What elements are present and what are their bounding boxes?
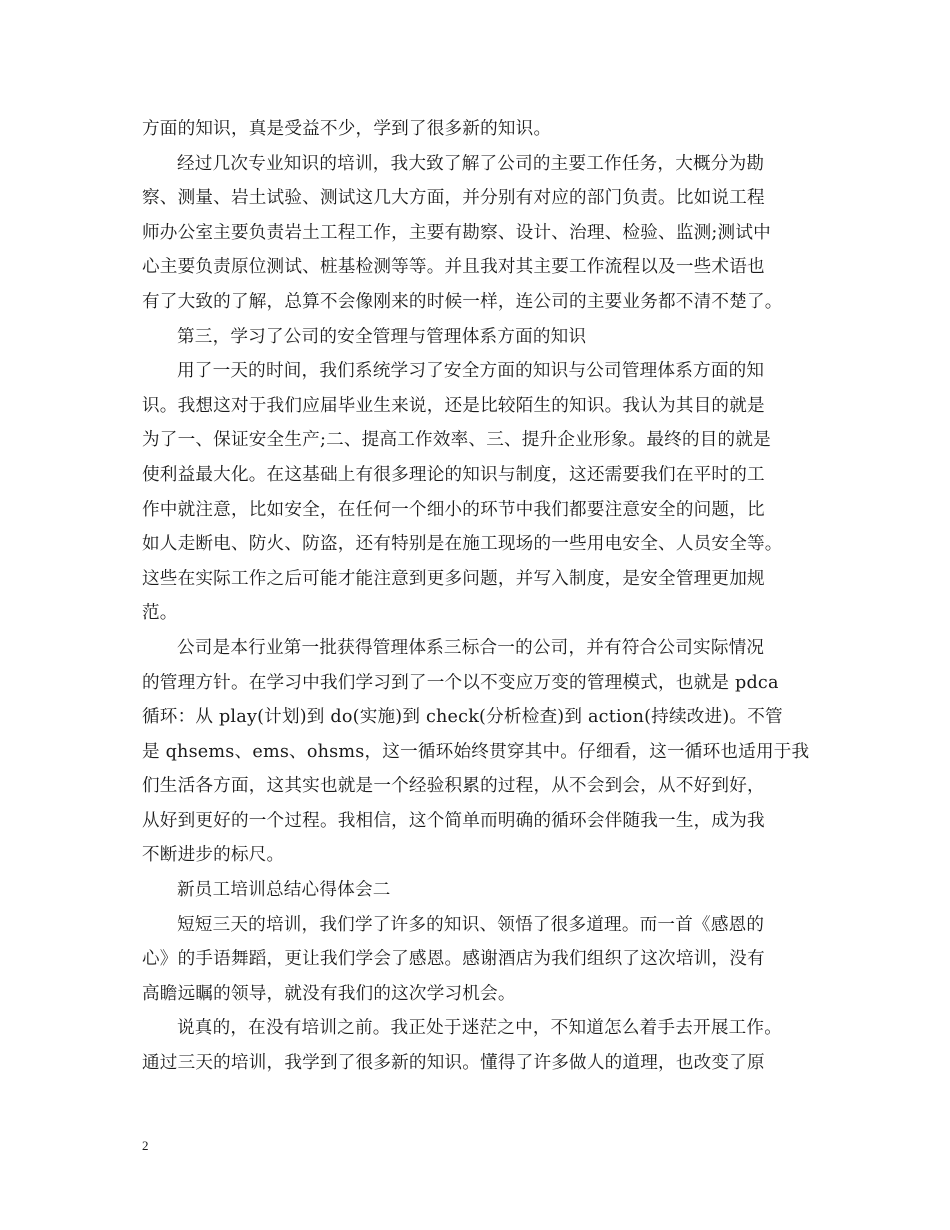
text-line: 作中就注意，比如安全，在任何一个细小的环节中我们都要注意安全的问题，比 [142, 499, 765, 520]
text-line: 高瞻远瞩的领导，就没有我们的这次学习机会。 [142, 983, 516, 1004]
text-line: 公司是本行业第一批获得管理体系三标合一的公司，并有符合公司实际情况 [177, 637, 765, 658]
text-line: 为了一、保证安全生产;二、提高工作效率、三、提升企业形象。最终的目的就是 [142, 430, 771, 451]
text-line: 通过三天的培训，我学到了很多新的知识。懂得了许多做人的道理，也改变了原 [142, 1053, 765, 1074]
text-line: 识。我想这对于我们应届毕业生来说，还是比较陌生的知识。我认为其目的就是 [142, 395, 765, 416]
text-line: 如人走断电、防火、防盗，还有特别是在施工现场的一些用电安全、人员安全等。 [142, 534, 783, 555]
text-line: 们生活各方面，这其实也就是一个经验积累的过程，从不会到会，从不好到好， [142, 776, 765, 797]
text-line: 说真的，在没有培训之前。我正处于迷茫之中，不知道怎么着手去开展工作。 [177, 1018, 782, 1039]
text-line: 有了大致的了解，总算不会像刚来的时候一样，连公司的主要业务都不清不楚了。 [142, 291, 783, 312]
text-line: 心主要负责原位测试、桩基检测等等。并且我对其主要工作流程以及一些术语也 [142, 257, 765, 278]
text-line: 短短三天的培训，我们学了许多的知识、领悟了很多道理。而一首《感恩的 [177, 914, 765, 935]
text-line: 方面的知识，真是受益不少，学到了很多新的知识。 [142, 119, 552, 139]
text-line: 范。 [142, 603, 178, 624]
text-line: 察、测量、岩土试验、测试这几大方面，并分别有对应的部门负责。比如说工程 [142, 188, 765, 209]
text-line: 用了一天的时间，我们系统学习了安全方面的知识与公司管理体系方面的知 [177, 361, 765, 382]
page-number: 2 [142, 1138, 149, 1153]
text-line: 从好到更好的一个过程。我相信，这个简单而明确的循环会伴随我一生，成为我 [142, 810, 765, 831]
text-line: 心》的手语舞蹈，更让我们学会了感恩。感谢酒店为我们组织了这次培训，没有 [142, 949, 765, 970]
text-line: 师办公室主要负责岩土工程工作，主要有勘察、设计、治理、检验、监测;测试中 [142, 222, 771, 243]
text-line: 经过几次专业知识的培训，我大致了解了公司的主要工作任务，大概分为勘 [177, 153, 765, 174]
text-line: 不断进步的标尺。 [142, 845, 285, 866]
text-line: 使利益最大化。在这基础上有很多理论的知识与制度，这还需要我们在平时的工 [142, 464, 765, 485]
section-heading: 新员工培训总结心得体会二 [177, 880, 391, 901]
text-line: 是 qhsems、ems、ohsms，这一循环始终贯穿其中。仔细看，这一循环也适用于我 [142, 741, 810, 762]
text-line: 这些在实际工作之后可能才能注意到更多问题，并写入制度，是安全管理更加规 [142, 568, 765, 589]
section-heading: 第三，学习了公司的安全管理与管理体系方面的知识 [177, 326, 587, 347]
document-body [142, 112, 812, 1081]
text-line: 循环：从 play(计划)到 do(实施)到 check(分析检查)到 action(持续改进)。不管 [142, 707, 783, 728]
text-line: 的管理方针。在学习中我们学习到了一个以不变应万变的管理模式，也就是 pdca [142, 672, 779, 693]
